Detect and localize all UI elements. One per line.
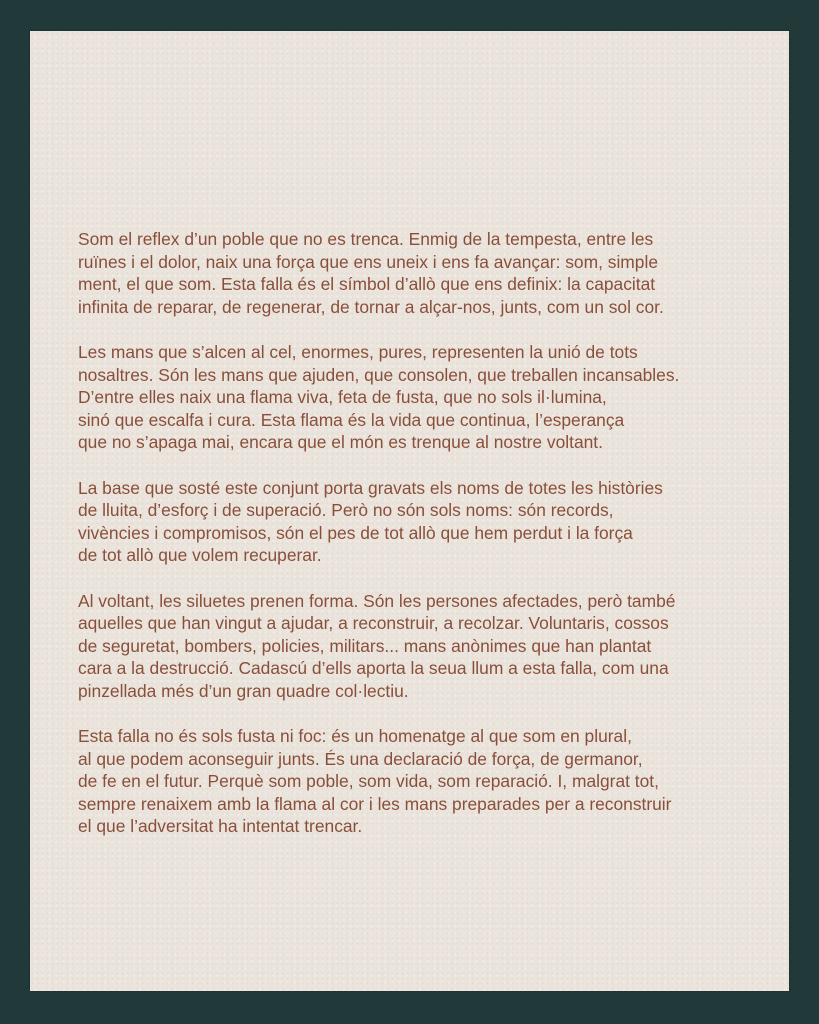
text-line: Som el reflex d’un poble que no es trenca. Enmig de la tempesta, entre les <box>78 229 654 249</box>
text-line: D’entre elles naix una flama viva, feta de fusta, que no sols il·lumina, <box>78 387 607 408</box>
text-line: sempre renaixem amb la flama al cor i les mans preparades per a reconstruir <box>78 793 672 814</box>
text-line: sinó que escalfa i cura. Esta flama és la vida que continua, l’esperança <box>78 409 625 430</box>
text-line: Al voltant, les siluetes prenen forma. Són les persones afectades, però també <box>78 590 676 611</box>
text-line: de lluita, d’esforç i de superació. Però no són sols noms: són records, <box>78 500 614 521</box>
text-line: Les mans que s’alcen al cel, enormes, pures, representen la unió de tots <box>78 341 638 362</box>
text-line: el que l’adversitat ha intentat trencar. <box>78 816 363 837</box>
text-line: La base que sosté este conjunt porta gravats els noms de totes les històries <box>78 477 663 498</box>
paragraph-1 <box>78 228 748 318</box>
paragraph-5 <box>78 725 748 838</box>
text-line: de fe en el futur. Perquè som poble, som vida, som reparació. I, malgrat tot, <box>78 771 659 792</box>
text-line: ruïnes i el dolor, naix una força que ens uneix i ens fa avançar: som, simple <box>78 251 659 272</box>
text-line: infinita de reparar, de regenerar, de tornar a alçar-nos, junts, com un sol cor. <box>78 296 664 317</box>
text-line: de tot allò que volem recuperar. <box>78 545 322 566</box>
text-line: vivències i compromisos, són el pes de tot allò que hem perdut i la força <box>78 522 633 543</box>
text-line: pinzellada més d’un gran quadre col·lectiu. <box>78 680 409 701</box>
text-line: nosaltres. Són les mans que ajuden, que consolen, que treballen incansables. <box>78 364 680 385</box>
text-line: ment, el que som. Esta falla és el símbol d’allò que ens definix: la capacitat <box>78 274 656 295</box>
paragraph-2 <box>78 341 748 454</box>
paragraph-4 <box>78 590 748 703</box>
text-line: aquelles que han vingut a ajudar, a reconstruir, a recolzar. Voluntaris, cossos <box>78 613 669 634</box>
text-line: de seguretat, bombers, policies, militars... mans anònimes que han plantat <box>78 635 652 656</box>
paper-sheet <box>30 31 789 991</box>
text-line: Esta falla no és sols fusta ni foc: és un homenatge al que som en plural, <box>78 726 632 747</box>
text-line: que no s’apaga mai, encara que el món es trenque al nostre voltant. <box>78 432 603 453</box>
text-line: cara a la destrucció. Cadascú d’ells aporta la seua llum a esta falla, com una <box>78 658 669 679</box>
text-block <box>78 228 748 861</box>
paragraph-3 <box>78 477 748 567</box>
text-line: al que podem aconseguir junts. És una declaració de força, de germanor, <box>78 748 643 769</box>
